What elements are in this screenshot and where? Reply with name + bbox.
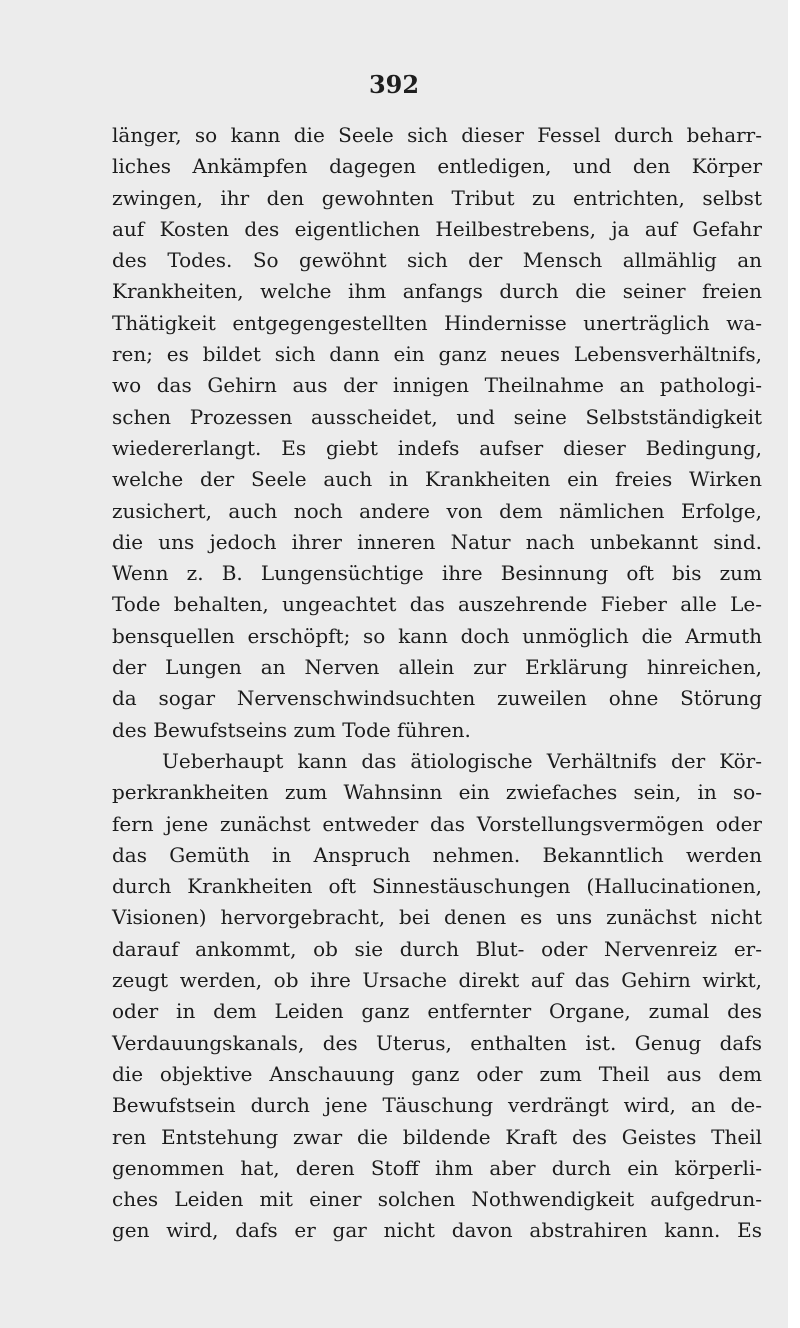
text-line: Krankheiten, welche ihm anfangs durch die seiner freien bbox=[112, 279, 762, 304]
text-line: der Lungen an Nerven allein zur Erklärung hinreichen, bbox=[112, 655, 762, 680]
text-line: zusichert, auch noch andere von dem nämlichen Erfolge, bbox=[112, 498, 762, 523]
text-line: perkrankheiten zum Wahnsinn ein zwiefaches sein, in so- bbox=[112, 780, 762, 805]
text-line: ches Leiden mit einer solchen Nothwendigkeit aufgedrun- bbox=[112, 1187, 762, 1212]
text-line: wiedererlangt. Es giebt indefs aufser dieser Bedingung, bbox=[112, 435, 762, 460]
text-line: durch Krankheiten oft Sinnestäuschungen (Hallucinationen, bbox=[112, 874, 762, 899]
text-line: zwingen, ihr den gewohnten Tribut zu entrichten, selbst bbox=[112, 185, 762, 210]
body-text bbox=[112, 120, 762, 1247]
text-line: gen wird, dafs er gar nicht davon abstrahiren kann. Es bbox=[112, 1218, 762, 1243]
text-line: schen Prozessen ausscheidet, und seine Selbstständigkeit bbox=[112, 404, 762, 429]
text-line: das Gemüth in Anspruch nehmen. Bekanntlich werden bbox=[112, 842, 762, 867]
text-line: Wenn z. B. Lungensüchtige ihre Besinnung oft bis zum bbox=[112, 561, 762, 586]
text-line: Verdauungskanals, des Uterus, enthalten ist. Genug dafs bbox=[112, 1030, 762, 1055]
text-line: ren Entstehung zwar die bildende Kraft des Geistes Theil bbox=[112, 1124, 762, 1149]
text-line: ren; es bildet sich dann ein ganz neues Lebensverhältnifs, bbox=[112, 342, 762, 367]
text-line: genommen hat, deren Stoff ihm aber durch ein körperli- bbox=[112, 1155, 762, 1180]
text-line: zeugt werden, ob ihre Ursache direkt auf das Gehirn wirkt, bbox=[112, 968, 762, 993]
text-line: die objektive Anschauung ganz oder zum Theil aus dem bbox=[112, 1061, 762, 1086]
text-line: wo das Gehirn aus der innigen Theilnahme an pathologi- bbox=[112, 373, 762, 398]
text-line: die uns jedoch ihrer inneren Natur nach unbekannt sind. bbox=[112, 529, 762, 554]
text-line: auf Kosten des eigentlichen Heilbestrebens, ja auf Gefahr bbox=[112, 216, 762, 241]
text-line: da sogar Nervenschwindsuchten zuweilen ohne Störung bbox=[112, 686, 762, 711]
text-line: Tode behalten, ungeachtet das auszehrende Fieber alle Le- bbox=[112, 592, 762, 617]
text-line: welche der Seele auch in Krankheiten ein freies Wirken bbox=[112, 467, 762, 492]
page-number: 392 bbox=[368, 70, 420, 99]
text-line: Ueberhaupt kann das ätiologische Verhältnifs der Kör- bbox=[162, 748, 762, 773]
text-line: Visionen) hervorgebracht, bei denen es uns zunächst nicht bbox=[112, 905, 762, 930]
text-line: Bewufstsein durch jene Täuschung verdrängt wird, an de- bbox=[112, 1093, 762, 1118]
text-line: Thätigkeit entgegengestellten Hindernisse unerträglich wa- bbox=[112, 310, 762, 335]
text-line: bensquellen erschöpft; so kann doch unmöglich die Armuth bbox=[112, 623, 762, 648]
text-line: länger, so kann die Seele sich dieser Fessel durch beharr- bbox=[112, 123, 762, 147]
text-line: darauf ankommt, ob sie durch Blut- oder Nervenreiz er- bbox=[112, 936, 762, 961]
text-line: des Bewufstseins zum Tode führen. bbox=[112, 717, 471, 742]
text-line: des Todes. So gewöhnt sich der Mensch allmählig an bbox=[112, 248, 762, 273]
text-line: fern jene zunächst entweder das Vorstellungsvermögen oder bbox=[112, 811, 762, 836]
page-edge bbox=[788, 0, 800, 1328]
text-line: liches Ankämpfen dagegen entledigen, und den Körper bbox=[112, 154, 762, 179]
text-line: oder in dem Leiden ganz entfernter Organe, zumal des bbox=[112, 999, 762, 1024]
